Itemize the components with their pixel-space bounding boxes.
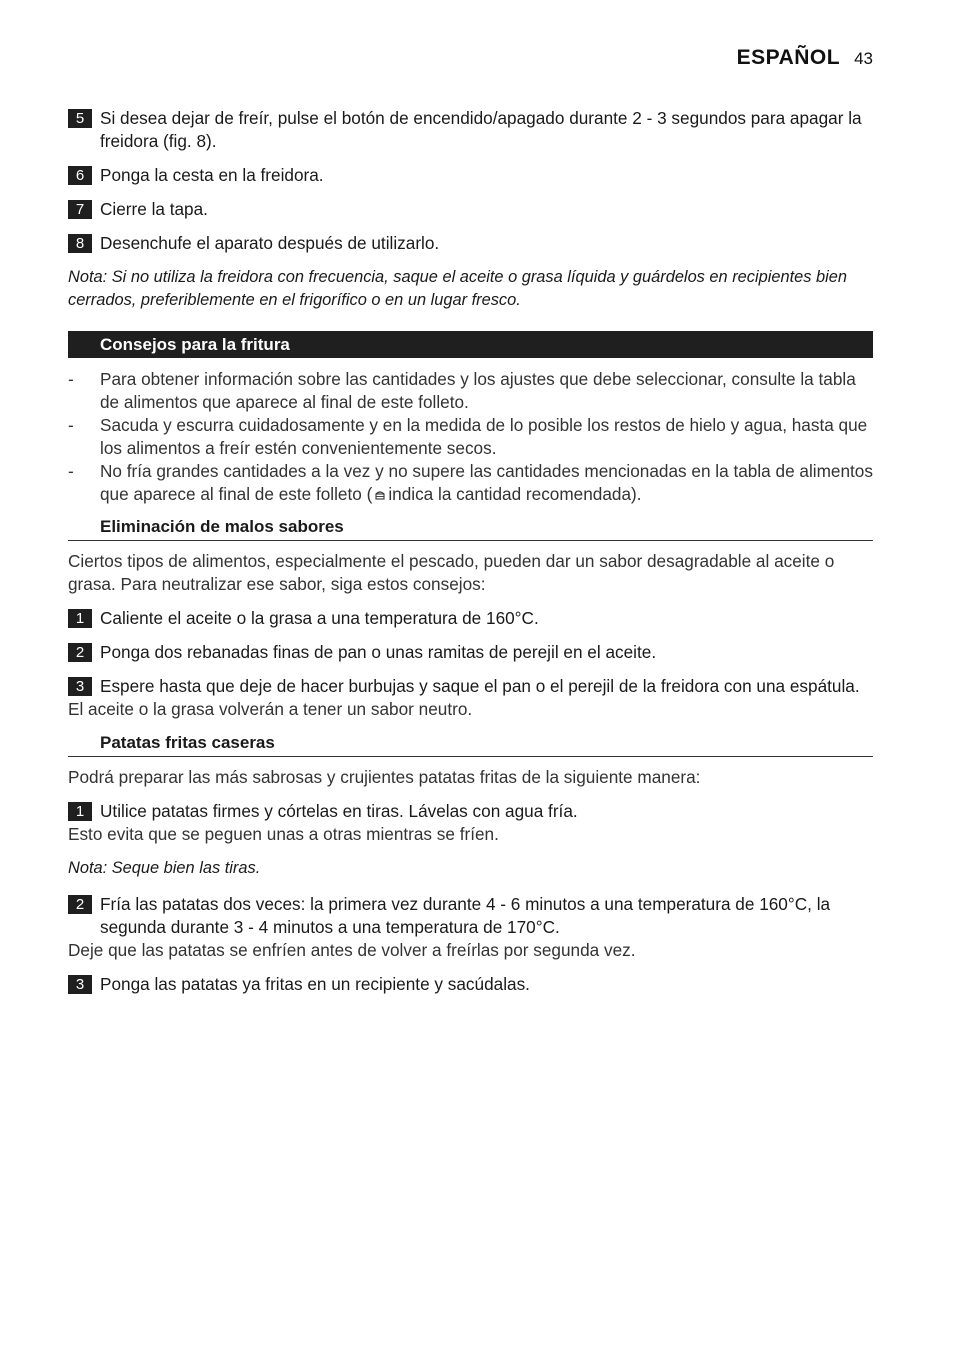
step-text: Ponga dos rebanadas finas de pan o unas ramitas de perejil en el aceite. <box>100 642 657 662</box>
step-text: Ponga la cesta en la freidora. <box>100 165 324 185</box>
step-number: 2 <box>68 643 92 662</box>
fries-step-2 <box>68 893 873 939</box>
section-heading-tips: Consejos para la fritura <box>68 331 873 358</box>
step-5 <box>68 107 873 153</box>
step-text: Si desea dejar de freír, pulse el botón de encendido/apagado durante 2 - 3 segundos para apagar la freidora (fig. 8). <box>100 108 862 151</box>
section-heading-fries: Patatas fritas caseras <box>68 732 873 757</box>
step-number: 2 <box>68 895 92 914</box>
list-item: - Para obtener información sobre las cantidades y los ajustes que debe seleccionar, consulte la tabla de alimentos que aparece al final de este folleto. <box>68 369 856 412</box>
step-number: 1 <box>68 802 92 821</box>
note-storage: Nota: Si no utiliza la freidora con frecuencia, saque el aceite o grasa líquida y guárdelos en recipientes bien cerrados, preferiblemente en el frigorífico o en un lugar fresco. <box>68 268 848 309</box>
bad-taste-result: El aceite o la grasa volverán a tener un sabor neutro. <box>68 699 473 719</box>
step-6 <box>68 164 873 187</box>
fries-step-3 <box>68 973 873 996</box>
step-number: 3 <box>68 975 92 994</box>
step-text: Utilice patatas firmes y córtelas en tiras. Lávelas con agua fría. <box>100 801 578 821</box>
basket-quantity-icon <box>374 484 386 507</box>
bad-taste-intro: Ciertos tipos de alimentos, especialmente el pescado, pueden dar un sabor desagradable al aceite o grasa. Para neutralizar ese sabor, siga estos consejos: <box>68 551 835 594</box>
tips-list <box>68 368 873 507</box>
step-number: 6 <box>68 166 92 185</box>
step-number: 7 <box>68 200 92 219</box>
step-text: Desenchufe el aparato después de utilizarlo. <box>100 233 440 253</box>
step-number: 8 <box>68 234 92 253</box>
list-item: - No fría grandes cantidades a la vez y no supere las cantidades mencionadas en la tabla de alimentos que aparece al final de este folleto ( indica la cantidad recomendada). <box>68 460 873 507</box>
page-number: 43 <box>854 49 873 68</box>
step-text: Espere hasta que deje de hacer burbujas y saque el pan o el perejil de la freidora con una espátula. <box>100 676 860 696</box>
language-label: ESPAÑOL <box>736 46 841 69</box>
fries-step-1 <box>68 800 873 823</box>
step-8 <box>68 232 873 255</box>
section-heading-bad-taste: Eliminación de malos sabores <box>68 516 873 541</box>
step-number: 5 <box>68 109 92 128</box>
bad-taste-step-2 <box>68 641 873 664</box>
fries-step-1-result: Esto evita que se peguen unas a otras mientras se fríen. <box>68 824 499 844</box>
note-dry-strips: Nota: Seque bien las tiras. <box>68 859 261 877</box>
fries-step-2-result: Deje que las patatas se enfríen antes de volver a freírlas por segunda vez. <box>68 940 636 960</box>
bad-taste-step-3 <box>68 675 873 698</box>
step-number: 3 <box>68 677 92 696</box>
step-text: Caliente el aceite o la grasa a una temperatura de 160°C. <box>100 608 539 628</box>
step-number: 1 <box>68 609 92 628</box>
step-text: Fría las patatas dos veces: la primera vez durante 4 - 6 minutos a una temperatura de 160°C, la segunda durante 3 - 4 minutos a una temperatura de 170°C. <box>100 894 831 937</box>
fries-intro: Podrá preparar las más sabrosas y crujientes patatas fritas de la siguiente manera: <box>68 767 701 787</box>
step-7 <box>68 198 873 221</box>
page-header <box>737 46 873 70</box>
step-text: Cierre la tapa. <box>100 199 208 219</box>
step-text: Ponga las patatas ya fritas en un recipiente y sacúdalas. <box>100 974 530 994</box>
list-item: - Sacuda y escurra cuidadosamente y en la medida de lo posible los restos de hielo y agua, hasta que los alimentos a freír estén convenientemente secos. <box>68 415 868 458</box>
bad-taste-step-1 <box>68 607 873 630</box>
page-content <box>68 107 873 1007</box>
